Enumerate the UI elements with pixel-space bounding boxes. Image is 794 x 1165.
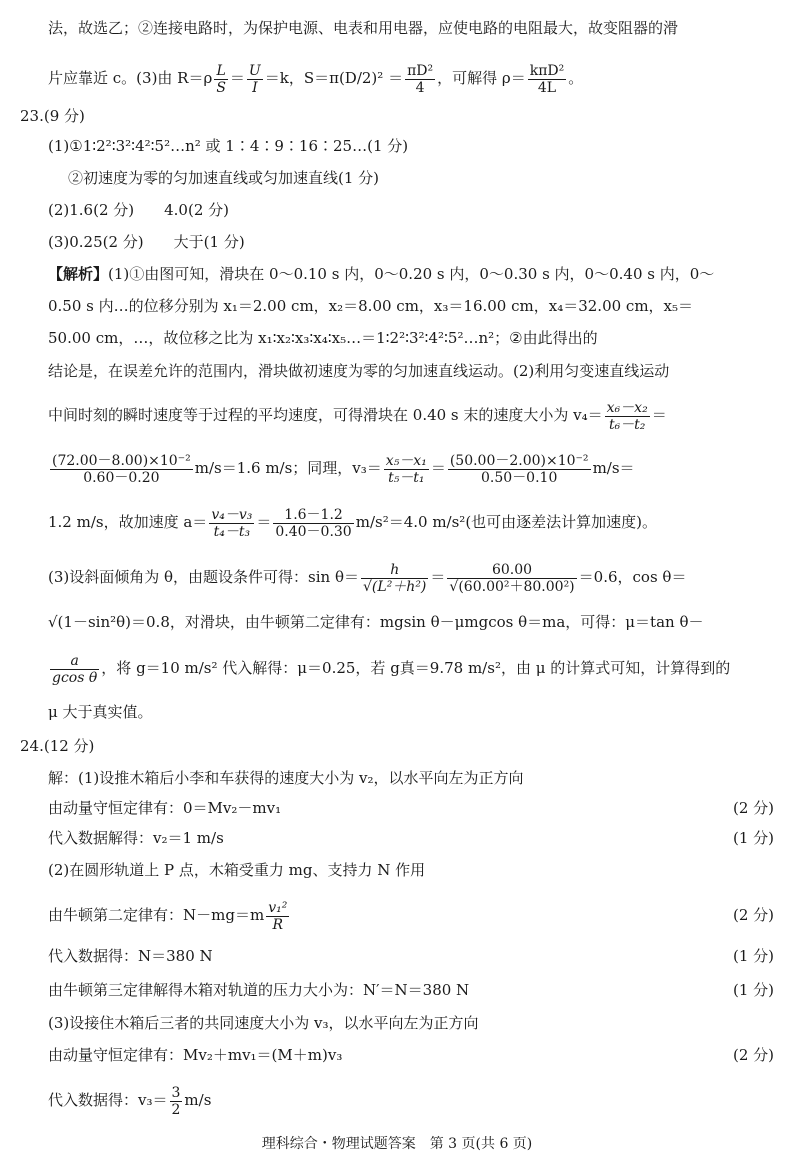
fraction-denominator: 0.60－0.20: [83, 469, 160, 486]
fraction-numerator: 3: [171, 1084, 181, 1101]
fraction-numerator: x₆－x₂: [606, 399, 648, 416]
text-segment: ＝: [229, 69, 245, 87]
analysis-line: 50.00 cm，…，故位移之比为 x₁∶x₂∶x₃∶x₄∶x₅…＝1∶2²∶3²∶4²∶5²…n²；②由此得出的: [48, 329, 598, 347]
analysis-line: μ 大于真实值。: [48, 703, 153, 721]
fraction: [361, 562, 428, 595]
text-segment: 1.2 m/s，故加速度 a＝: [48, 513, 208, 531]
solution-line: 由动量守恒定律有：0＝Mv₂－mv₁: [48, 799, 282, 817]
fraction-numerator: v₄－v₃: [211, 506, 253, 523]
text-segment: ＝: [430, 568, 446, 586]
fraction: [50, 453, 193, 486]
text-segment: (3)设斜面倾角为 θ，由题设条件可得：sin θ＝: [48, 568, 360, 586]
fraction-denominator: 4: [415, 79, 425, 96]
text-segment: ＝k，S＝π(D/2)² ＝: [264, 69, 404, 87]
text-segment: m/s＝1.6 m/s；同理，v₃＝: [194, 459, 382, 477]
text-segment: ＝: [256, 513, 272, 531]
fraction-numerator: U: [248, 62, 261, 79]
page-footer: 理科综合・物理试题答案 第 3 页(共 6 页): [261, 1136, 533, 1152]
fraction: [266, 900, 289, 933]
score-mark: (2 分): [732, 906, 774, 924]
fraction-denominator: 4L: [537, 79, 557, 96]
fraction-denominator: √(60.00²＋80.00²): [449, 578, 575, 595]
fraction-numerator: (50.00－2.00)×10⁻²: [449, 452, 589, 469]
answer-line: (3)0.25(2 分) 大于(1 分): [48, 233, 245, 251]
solution-line: 代入数据得：N＝380 N: [48, 947, 213, 965]
text-segment: (1)①由图可知，滑块在 0～0.10 s 内，0～0.20 s 内，0～0.30 s 内，0～0.40 s 内，0～: [108, 265, 715, 283]
fraction-denominator: 2: [171, 1101, 181, 1118]
solution-line: (3)设接住木箱后三者的共同速度大小为 v₃，以水平向左为正方向: [48, 1014, 479, 1032]
question-24-heading: 24.(12 分): [20, 737, 95, 755]
fraction: [405, 63, 435, 96]
text-segment: ＝: [651, 406, 667, 424]
fraction-numerator: 60.00: [447, 562, 576, 579]
fraction-numerator: kπD²: [529, 62, 565, 79]
fraction-denominator: t₄－t₃: [213, 523, 251, 540]
question-23-heading: 23.(9 分): [20, 107, 85, 125]
fraction-numerator: 1.6－1.2: [273, 507, 353, 524]
score-mark: (2 分): [732, 1046, 774, 1064]
fraction: [209, 507, 254, 540]
fraction-denominator: 0.40－0.30: [275, 523, 352, 540]
fraction-numerator: (72.00－8.00)×10⁻²: [52, 452, 191, 469]
text-segment: ，将 g＝10 m/s² 代入解得：μ＝0.25，若 g真＝9.78 m/s²，由 μ 的计算式可知，计算得到的: [101, 659, 731, 677]
solution-line: 代入数据解得：v₂＝1 m/s: [48, 829, 224, 847]
fraction: [448, 453, 591, 486]
text-segment: m/s²＝4.0 m/s²(也可由逐差法计算加速度)。: [355, 513, 658, 531]
fraction-denominator: gcos θ: [52, 669, 98, 686]
formula-line: [48, 396, 667, 434]
formula-line: [48, 556, 686, 598]
solution-line: 由动量守恒定律有：Mv₂＋mv₁＝(M＋m)v₃: [48, 1046, 343, 1064]
score-mark: (2 分): [732, 799, 774, 817]
fraction-denominator: R: [272, 916, 284, 933]
solution-line: 解：(1)设推木箱后小李和车获得的速度大小为 v₂，以水平向左为正方向: [48, 769, 524, 787]
formula-line: [48, 1078, 211, 1122]
fraction: [528, 63, 567, 96]
text-segment: ＝: [430, 459, 446, 477]
text-segment: ＝0.6，cos θ＝: [578, 568, 687, 586]
fraction-numerator: v₁²: [268, 899, 288, 916]
text-line: 法，故选乙；②连接电路时，为保护电源、电表和用电器，应使电路的电阻最大，故变阻器的滑: [48, 19, 679, 37]
text-segment: 由牛顿第二定律有：N－mg＝m: [48, 906, 265, 924]
fraction: [447, 562, 576, 595]
analysis-label: 【解析】: [48, 265, 109, 283]
text-segment: m/s: [184, 1091, 212, 1109]
analysis-line: [48, 264, 714, 284]
fraction-denominator: t₅－t₁: [388, 469, 425, 486]
fraction-numerator: h: [361, 562, 428, 579]
answer-line: (1)①1∶2²∶3²∶4²∶5²…n² 或 1∶4∶9∶16∶25…(1 分): [48, 137, 409, 155]
fraction-numerator: L: [214, 63, 228, 80]
text-segment: 。: [568, 69, 584, 87]
text-segment: m/s＝: [592, 459, 635, 477]
solution-line: 由牛顿第三定律解得木箱对轨道的压力大小为：N′＝N＝380 N: [48, 981, 470, 999]
solution-line: (2)在圆形轨道上 P 点，木箱受重力 mg、支持力 N 作用: [48, 861, 426, 879]
fraction-numerator: a: [50, 653, 99, 670]
text-segment: 片应靠近 c。(3)由 R＝ρ: [48, 69, 213, 87]
fraction: [50, 653, 99, 686]
answer-line: ②初速度为零的匀加速直线或匀加速直线(1 分): [68, 169, 380, 187]
fraction-numerator: πD²: [407, 62, 434, 79]
text-segment: 代入数据得：v₃＝: [48, 1091, 168, 1109]
fraction: [170, 1085, 183, 1118]
fraction: [247, 63, 263, 96]
answer-line: (2)1.6(2 分) 4.0(2 分): [48, 201, 229, 219]
text-segment: 中间时刻的瞬时速度等于过程的平均速度，可得滑块在 0.40 s 末的速度大小为 v₄＝: [48, 406, 603, 424]
fraction: [384, 453, 429, 486]
fraction-denominator: S: [216, 79, 226, 96]
fraction: [273, 507, 353, 540]
fraction-denominator: t₆－t₂: [608, 416, 646, 433]
analysis-line: 0.50 s 内…的位移分别为 x₁＝2.00 cm，x₂＝8.00 cm，x₃＝16.00 cm，x₄＝32.00 cm，x₅＝: [48, 297, 694, 315]
formula-line: [48, 58, 583, 98]
fraction-numerator: x₅－x₁: [385, 452, 427, 469]
analysis-line: √(1－sin²θ)＝0.8，对滑块，由牛顿第二定律有：mgsin θ－μmgcos θ＝ma，可得：μ＝tan θ－: [48, 613, 704, 631]
fraction-denominator: I: [252, 79, 258, 96]
fraction-denominator: 0.50－0.10: [481, 469, 558, 486]
formula-line: [48, 648, 730, 688]
text-segment: ，可解得 ρ＝: [437, 69, 526, 87]
formula-line: [48, 893, 291, 937]
fraction-denominator: √(L²＋h²): [363, 578, 427, 595]
fraction: [214, 63, 228, 96]
score-mark: (1 分): [732, 947, 774, 965]
analysis-line: 结论是，在误差允许的范围内，滑块做初速度为零的匀加速直线运动。(2)利用匀变速直线运动: [48, 362, 670, 380]
score-mark: (1 分): [732, 981, 774, 999]
formula-line: [48, 448, 635, 488]
formula-line: [48, 502, 657, 542]
fraction: [605, 400, 650, 433]
score-mark: (1 分): [732, 829, 774, 847]
